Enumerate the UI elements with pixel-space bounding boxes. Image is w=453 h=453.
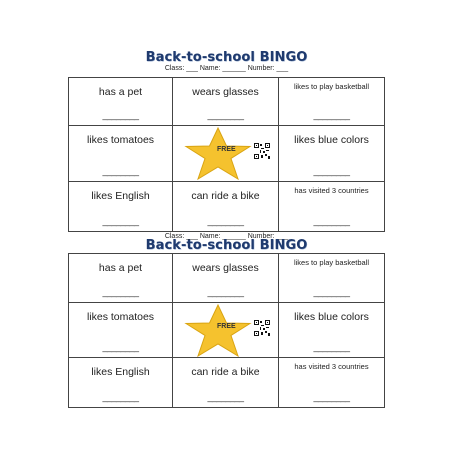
card-1-title: Back-to-school BINGO (145, 50, 308, 65)
answer-line: ________ (102, 287, 139, 297)
answer-line: ________ (102, 166, 139, 176)
cell-label: likes English (91, 366, 150, 378)
bingo-cell (69, 126, 173, 182)
star-icon (181, 127, 255, 181)
cell-label: likes to play basketball (293, 82, 370, 91)
answer-line: ________ (313, 287, 350, 297)
free-space-cell (173, 303, 279, 358)
answer-line: ________ (313, 392, 350, 402)
cell-label: likes tomatoes (86, 134, 155, 146)
answer-line: ________ (102, 342, 139, 352)
cell-label: can ride a bike (191, 366, 260, 378)
cell-label: likes tomatoes (86, 311, 155, 323)
bingo-cell (279, 126, 385, 182)
cell-label: wears glasses (192, 86, 259, 98)
cell-label: has a pet (98, 86, 143, 98)
cell-label: has visited 3 countries (294, 186, 369, 195)
bingo-cell (173, 254, 279, 303)
bingo-cell (69, 303, 173, 358)
bingo-cell (69, 254, 173, 303)
card-2-title: Back-to-school BINGO (145, 238, 308, 253)
card-2-grid (68, 253, 385, 408)
bingo-cell (173, 78, 279, 126)
bingo-cell (279, 303, 385, 358)
answer-line: ________ (207, 392, 244, 402)
qr-code-icon (254, 143, 270, 159)
answer-line: ________ (313, 110, 350, 120)
answer-line: ________ (102, 392, 139, 402)
answer-line: ________ (313, 216, 350, 226)
bingo-cell (69, 78, 173, 126)
free-label: FREE (217, 146, 236, 153)
bingo-cell (279, 254, 385, 303)
free-space-cell (173, 126, 279, 182)
cell-label: likes blue colors (294, 134, 369, 146)
cell-label: has a pet (98, 262, 143, 274)
cell-label: likes English (91, 190, 150, 202)
bingo-cell (69, 358, 173, 408)
answer-line: ________ (207, 216, 244, 226)
qr-code-icon (254, 320, 270, 336)
cell-label: has visited 3 countries (294, 362, 369, 371)
cell-label: can ride a bike (191, 190, 260, 202)
star-icon (181, 304, 255, 358)
answer-line: ________ (102, 110, 139, 120)
bingo-cell (279, 358, 385, 408)
answer-line: ________ (207, 110, 244, 120)
cell-label: likes to play basketball (293, 258, 370, 267)
bingo-cell (279, 182, 385, 232)
answer-line: ________ (102, 216, 139, 226)
card-2-meta: Class: ___ Name: ______ Number: ___ (164, 233, 289, 240)
answer-line: ________ (313, 166, 350, 176)
answer-line: ________ (207, 287, 244, 297)
card-1-grid (68, 77, 385, 232)
bingo-cell (279, 78, 385, 126)
card-1-meta: Class: ___ Name: ______ Number: ___ (164, 65, 289, 72)
cell-label: wears glasses (192, 262, 259, 274)
bingo-cell (173, 358, 279, 408)
bingo-cell (69, 182, 173, 232)
free-label: FREE (217, 323, 236, 330)
bingo-cell (173, 182, 279, 232)
cell-label: likes blue colors (294, 311, 369, 323)
answer-line: ________ (313, 342, 350, 352)
